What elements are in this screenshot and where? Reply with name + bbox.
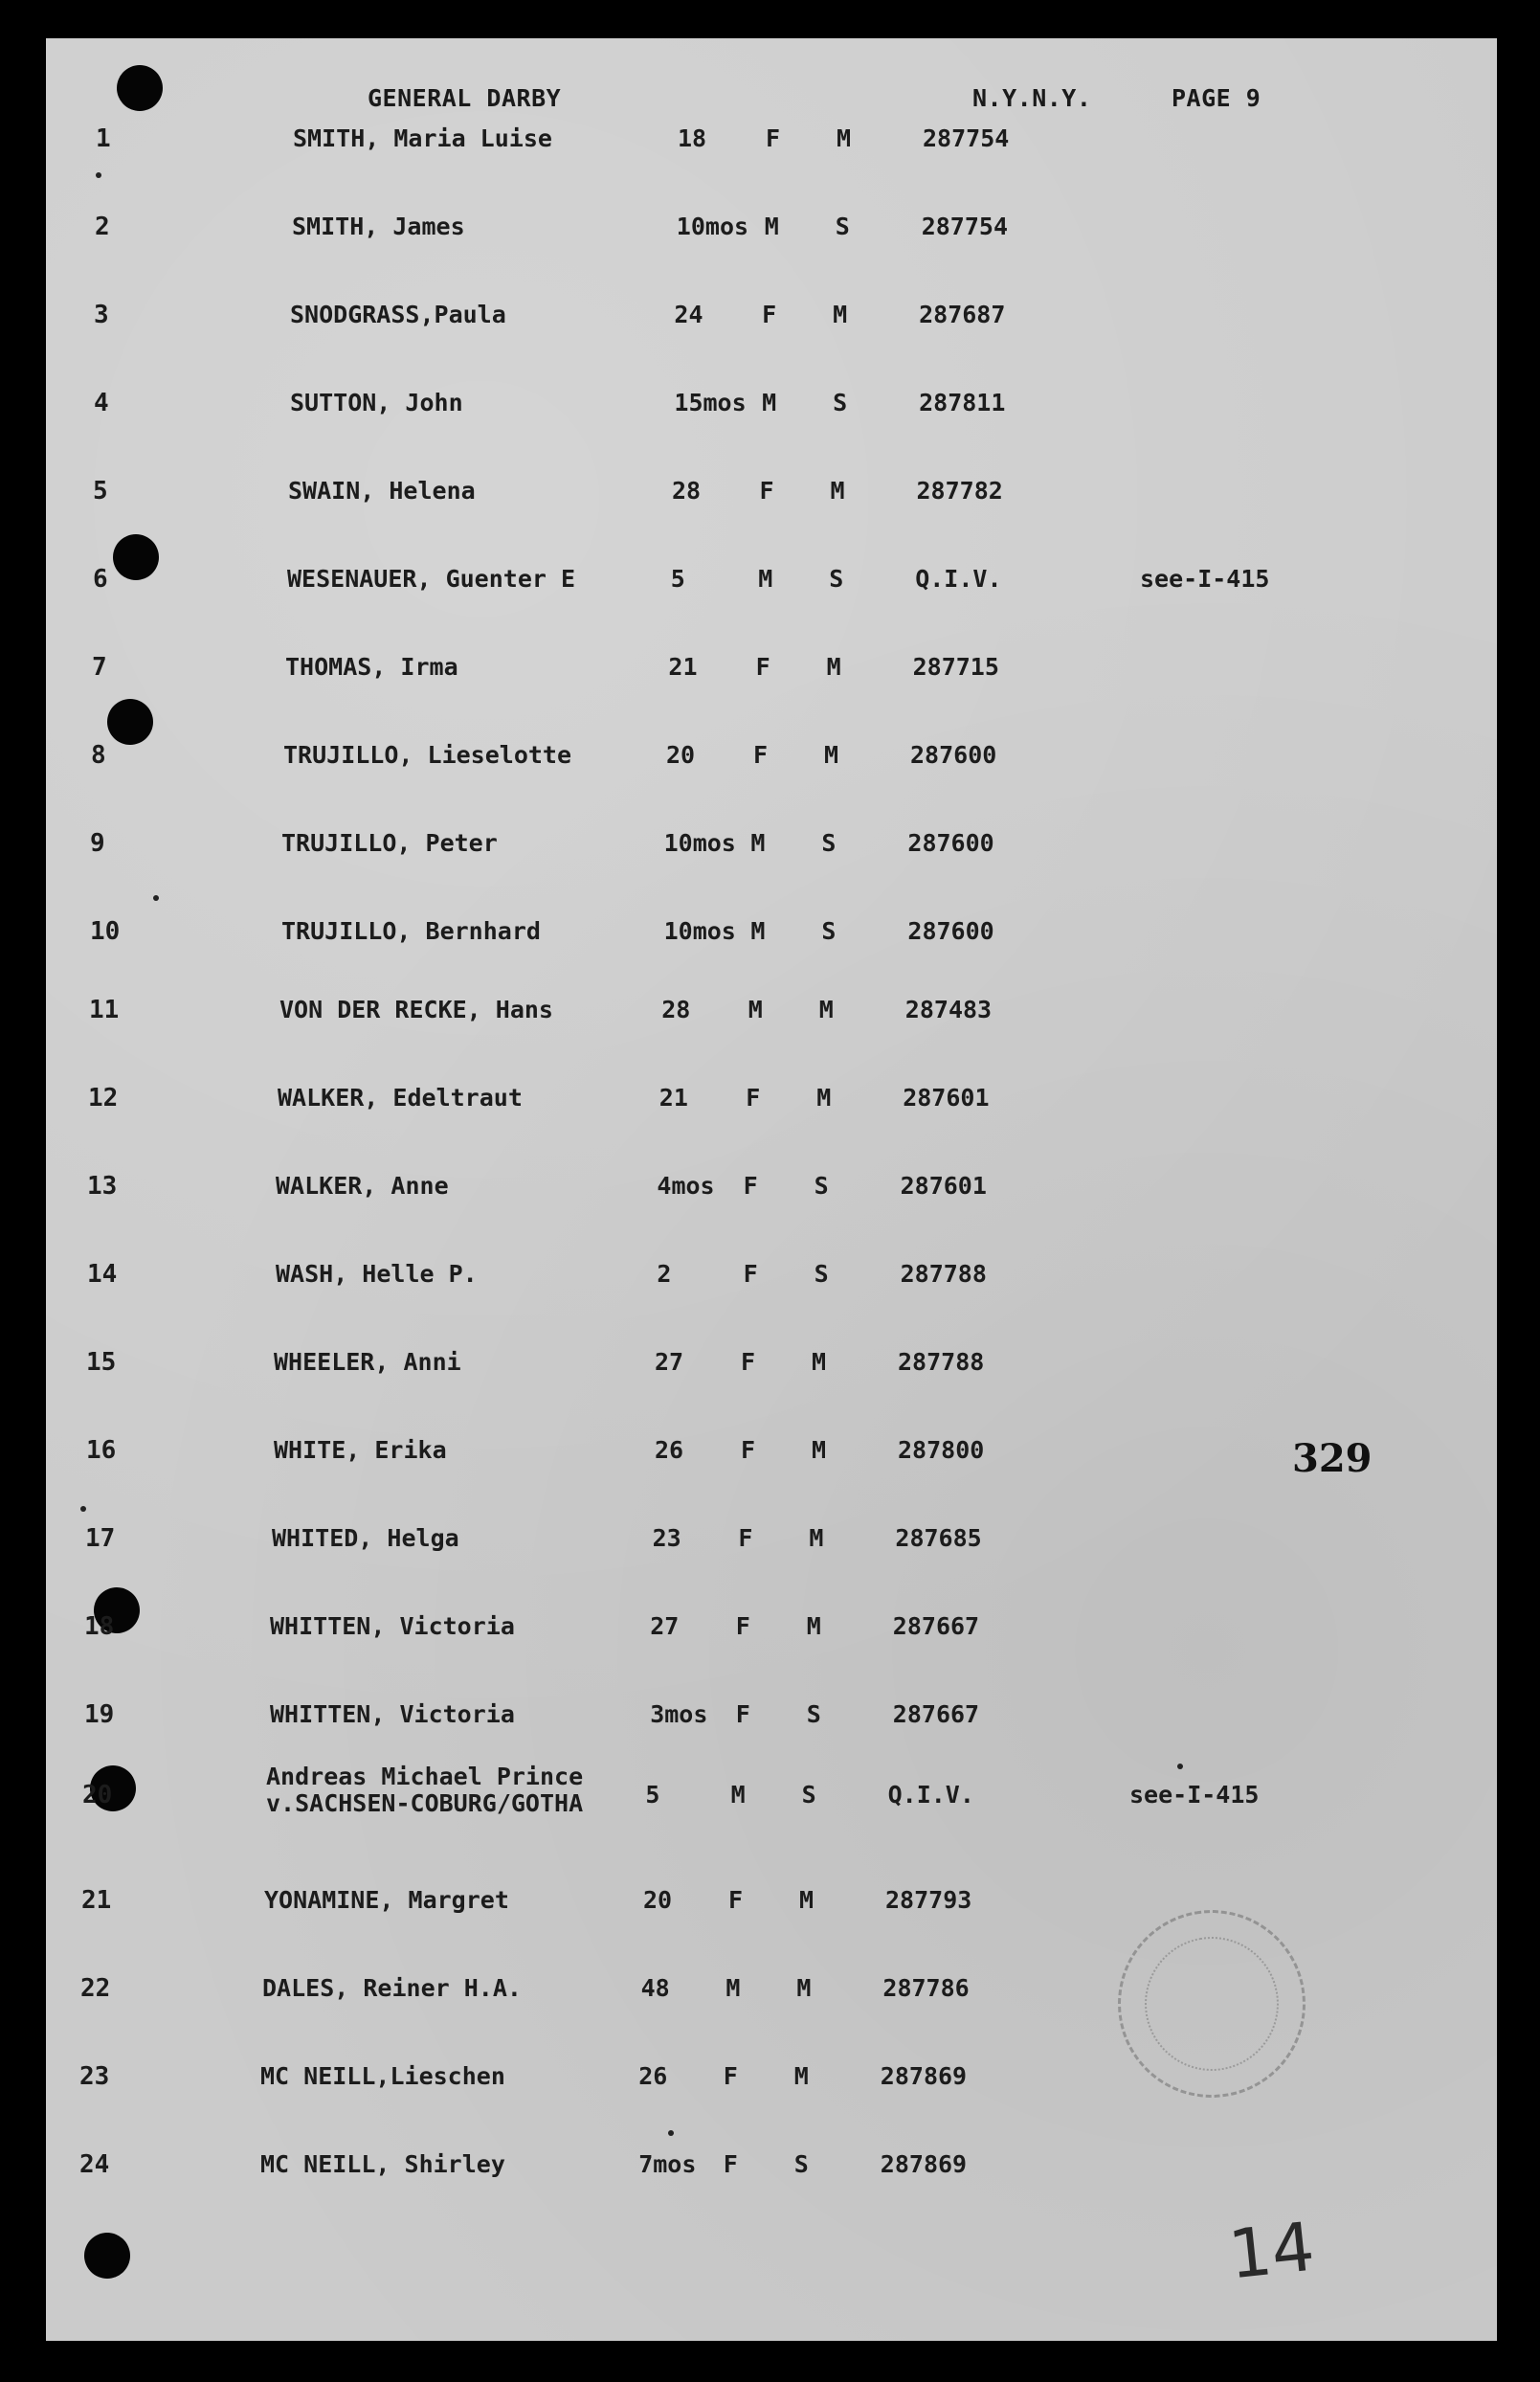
sex: M <box>764 213 779 240</box>
row-number: 9 <box>90 829 105 858</box>
marital-status: M <box>809 1524 824 1552</box>
marital-status: S <box>833 389 848 416</box>
passenger-name: YONAMINE, Margret <box>264 1886 509 1914</box>
passenger-name: WALKER, Edeltraut <box>278 1084 523 1112</box>
table-row <box>46 1436 1497 1494</box>
marital-status: S <box>814 1260 829 1288</box>
row-number: 24 <box>79 2150 110 2179</box>
passenger-name: TRUJILLO, Lieselotte <box>283 741 572 769</box>
passenger-name: WHITTEN, Victoria <box>270 1700 515 1728</box>
row-number: 10 <box>90 917 121 946</box>
age: 26 <box>638 2062 668 2090</box>
certificate-number: 287687 <box>919 301 1006 328</box>
certificate-number: 287601 <box>903 1084 990 1112</box>
certificate-number: 287667 <box>892 1612 980 1640</box>
table-row <box>46 1348 1497 1405</box>
speck <box>153 895 159 901</box>
certificate-number: 287600 <box>907 917 994 945</box>
passenger-name: WESENAUER, Guenter E <box>287 565 576 593</box>
passenger-name: MC NEILL,Lieschen <box>260 2062 505 2090</box>
certificate-number: 287869 <box>880 2062 968 2090</box>
certificate-number: 287754 <box>923 124 1010 152</box>
sex: F <box>746 1084 761 1112</box>
table-row <box>46 1612 1497 1670</box>
passenger-name <box>266 1764 583 1817</box>
passenger-name: TRUJILLO, Peter <box>281 829 498 857</box>
marital-status: M <box>806 1612 821 1640</box>
marital-status: M <box>830 477 845 505</box>
age: 24 <box>674 301 703 328</box>
certificate-number: 287788 <box>900 1260 987 1288</box>
table-row <box>46 2062 1497 2120</box>
row-number: 23 <box>79 2062 110 2091</box>
age: 28 <box>661 996 691 1023</box>
sex: M <box>748 996 763 1023</box>
sex: M <box>725 1974 741 2002</box>
row-number: 18 <box>84 1612 115 1641</box>
sex: F <box>723 2150 738 2178</box>
row-number: 5 <box>93 477 108 506</box>
certificate-number: 287600 <box>907 829 994 857</box>
marital-status: M <box>799 1886 815 1914</box>
age: 5 <box>670 565 685 593</box>
age: 28 <box>672 477 702 505</box>
sex: F <box>735 1612 750 1640</box>
sex: F <box>762 301 777 328</box>
age: 2 <box>657 1260 672 1288</box>
sex: F <box>723 2062 738 2090</box>
certificate-number: 287793 <box>885 1886 972 1914</box>
sex: F <box>741 1436 756 1464</box>
age: 10mos <box>663 829 736 857</box>
passenger-name-line-1: Andreas Michael Prince <box>266 1763 584 1790</box>
table-row <box>46 1700 1497 1758</box>
certificate-number: 287754 <box>921 213 1008 240</box>
certificate-number: 287782 <box>916 477 1003 505</box>
row-number: 12 <box>88 1084 119 1112</box>
passenger-name-line-2: v.SACHSEN-COBURG/GOTHA <box>266 1789 584 1817</box>
age: 3mos <box>650 1700 708 1728</box>
passenger-name: WHITTEN, Victoria <box>270 1612 515 1640</box>
sex: M <box>730 1781 746 1809</box>
age: 48 <box>640 1974 670 2002</box>
passenger-name: VON DER RECKE, Hans <box>279 996 553 1023</box>
age: 4mos <box>657 1172 715 1200</box>
table-row <box>46 2150 1497 2208</box>
page-label: PAGE 9 <box>1172 84 1261 112</box>
age: 20 <box>666 741 696 769</box>
sex: F <box>735 1700 750 1728</box>
row-number: 6 <box>93 565 108 594</box>
table-row <box>46 829 1497 887</box>
age: 27 <box>655 1348 684 1376</box>
passenger-name: WHITED, Helga <box>272 1524 459 1552</box>
age: 5 <box>645 1781 660 1809</box>
table-row <box>46 301 1497 358</box>
table-row <box>46 996 1497 1053</box>
marital-status: M <box>818 996 834 1023</box>
age: 23 <box>652 1524 681 1552</box>
certificate-number: 287715 <box>912 653 999 681</box>
table-row <box>46 1524 1497 1582</box>
marital-status: S <box>835 213 850 240</box>
certificate-number: 287811 <box>919 389 1006 416</box>
port-code: N.Y.N.Y. <box>972 84 1092 112</box>
sex: M <box>750 829 766 857</box>
passenger-name: WALKER, Anne <box>276 1172 449 1200</box>
passenger-name: SWAIN, Helena <box>288 477 476 505</box>
table-row <box>46 1763 1497 1838</box>
row-number: 11 <box>89 996 120 1024</box>
table-row <box>46 1172 1497 1229</box>
punch-hole <box>117 65 163 111</box>
row-number: 15 <box>86 1348 117 1377</box>
passenger-name: THOMAS, Irma <box>285 653 458 681</box>
sex: F <box>753 741 769 769</box>
passenger-name: MC NEILL, Shirley <box>260 2150 505 2178</box>
handwritten-page-number: 14 <box>1224 2207 1319 2295</box>
sex: F <box>738 1524 753 1552</box>
marital-status: M <box>833 301 848 328</box>
age: 21 <box>668 653 698 681</box>
reference-note: see-I-415 <box>1129 1781 1260 1809</box>
table-row <box>46 389 1497 446</box>
passenger-name: TRUJILLO, Bernhard <box>281 917 541 945</box>
sex: F <box>755 653 770 681</box>
row-number: 13 <box>87 1172 118 1201</box>
sex: M <box>758 565 773 593</box>
marital-status: S <box>821 917 837 945</box>
row-number: 1 <box>96 124 111 153</box>
table-row <box>46 1260 1497 1317</box>
marital-status: S <box>814 1172 829 1200</box>
manifest-page <box>46 38 1497 2341</box>
row-number: 8 <box>91 741 106 770</box>
age: 7mos <box>638 2150 697 2178</box>
row-number: 19 <box>84 1700 115 1729</box>
certificate-number: 287788 <box>898 1348 985 1376</box>
table-row <box>46 565 1497 622</box>
certificate-number: Q.I.V. <box>915 565 1002 593</box>
speck <box>96 172 101 178</box>
certificate-number: 287800 <box>898 1436 985 1464</box>
row-number: 20 <box>82 1781 113 1809</box>
marital-status: S <box>801 1781 816 1809</box>
speck <box>1177 1764 1183 1769</box>
marital-status: M <box>824 741 839 769</box>
age: 26 <box>655 1436 684 1464</box>
table-row <box>46 917 1497 975</box>
marital-status: M <box>837 124 852 152</box>
sex: F <box>741 1348 756 1376</box>
punch-hole <box>84 2233 130 2279</box>
table-row <box>46 124 1497 182</box>
certificate-number: 287601 <box>900 1172 987 1200</box>
certificate-number: 287667 <box>892 1700 980 1728</box>
marital-status: M <box>826 653 841 681</box>
table-row <box>46 1886 1497 1944</box>
marital-status: S <box>829 565 844 593</box>
certificate-number: 287600 <box>910 741 997 769</box>
age: 20 <box>643 1886 673 1914</box>
marital-status: S <box>821 829 837 857</box>
table-row <box>46 213 1497 270</box>
sex: F <box>743 1260 758 1288</box>
age: 10mos <box>663 917 736 945</box>
sex: F <box>759 477 774 505</box>
passenger-name: DALES, Reiner H.A. <box>262 1974 522 2002</box>
row-number: 21 <box>81 1886 112 1915</box>
certificate-number: Q.I.V. <box>887 1781 974 1809</box>
table-row <box>46 477 1497 534</box>
marital-status: M <box>793 2062 809 2090</box>
table-row <box>46 741 1497 798</box>
passenger-name: WHEELER, Anni <box>274 1348 461 1376</box>
sex: F <box>728 1886 744 1914</box>
marital-status: M <box>816 1084 832 1112</box>
age: 21 <box>658 1084 688 1112</box>
passenger-name: SUTTON, John <box>290 389 463 416</box>
sex: M <box>762 389 777 416</box>
row-number: 17 <box>85 1524 116 1553</box>
table-row <box>46 653 1497 710</box>
certificate-number: 287786 <box>882 1974 970 2002</box>
row-number: 2 <box>95 213 110 241</box>
age: 15mos <box>674 389 747 416</box>
age: 10mos <box>676 213 749 240</box>
reference-note: see-I-415 <box>1140 565 1270 593</box>
row-number: 7 <box>92 653 107 682</box>
row-number: 4 <box>94 389 109 417</box>
marital-status: M <box>812 1348 827 1376</box>
passenger-name: SMITH, James <box>292 213 465 240</box>
speck <box>668 2130 674 2136</box>
stamp-number: 329 <box>1292 1436 1373 1481</box>
marital-status: S <box>806 1700 821 1728</box>
marital-status: M <box>796 1974 812 2002</box>
table-row <box>46 1084 1497 1141</box>
row-number: 14 <box>87 1260 118 1289</box>
sex: F <box>743 1172 758 1200</box>
age: 18 <box>678 124 707 152</box>
row-number: 3 <box>94 301 109 329</box>
certificate-number: 287869 <box>880 2150 968 2178</box>
row-number: 22 <box>80 1974 111 2003</box>
passenger-name: SMITH, Maria Luise <box>293 124 552 152</box>
sex: M <box>750 917 766 945</box>
certificate-number: 287685 <box>895 1524 982 1552</box>
marital-status: S <box>793 2150 809 2178</box>
passenger-name: WASH, Helle P. <box>276 1260 478 1288</box>
sex: F <box>766 124 781 152</box>
marital-status: M <box>812 1436 827 1464</box>
ship-name: GENERAL DARBY <box>368 84 562 112</box>
row-number: 16 <box>86 1436 117 1465</box>
speck <box>80 1506 86 1512</box>
passenger-name: SNODGRASS,Paula <box>290 301 506 328</box>
certificate-number: 287483 <box>904 996 993 1023</box>
age: 27 <box>650 1612 680 1640</box>
passenger-name: WHITE, Erika <box>274 1436 447 1464</box>
